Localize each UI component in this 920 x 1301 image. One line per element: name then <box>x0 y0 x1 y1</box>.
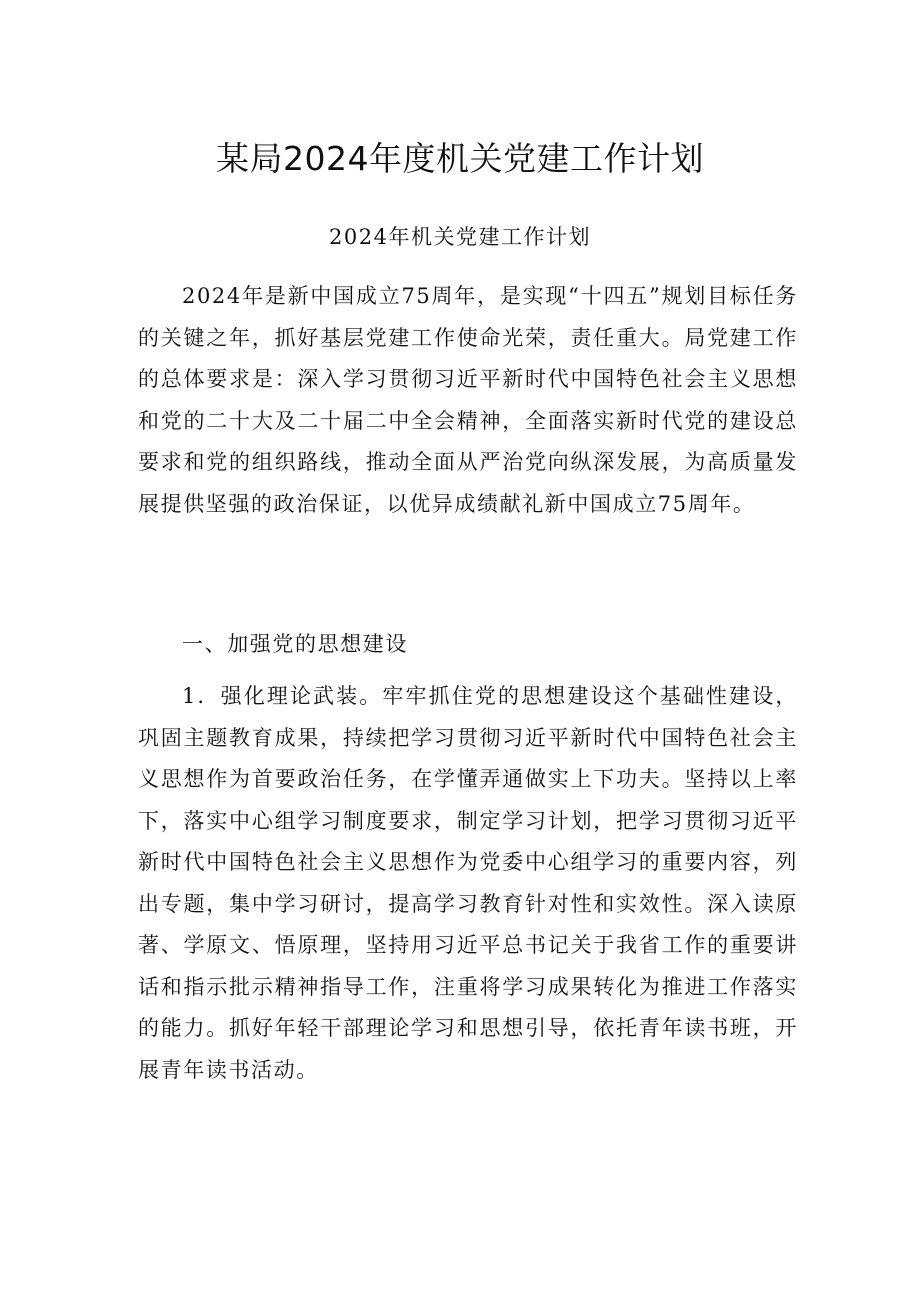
document-subtitle: 2024年机关党建工作计划 <box>329 225 591 249</box>
intro-paragraph: 2024年是新中国成立75周年，是实现“十四五”规划目标任务的关键之年，抓好基层党建工作使命光荣，责任重大。局党建工作的总体要求是：深入学习贯彻习近平新时代中国特色社会主义思想和党的二十大及二十届二中全会精神，全面落实新时代党的建设总要求和党的组织路线，推动全面从严治党向纵深发展，为高质量发展提供坚强的政治保证，以优异成绩献礼新中国成立75周年。 <box>138 284 798 516</box>
section-heading: 一、加强党的思想建设 <box>182 632 408 656</box>
document-title: 某局2024年度机关党建工作计划 <box>216 139 704 178</box>
item-paragraph: 1．强化理论武装。牢牢抓住党的思想建设这个基础性建设，巩固主题教育成果，持续把学习贯彻习近平新时代中国特色社会主义思想作为首要政治任务，在学懂弄通做实上下功夫。坚持以上率下，落实中心组学习制度要求，制定学习计划，把学习贯彻习近平新时代中国特色社会主义思想作为党委中心组学习的重要内容，列出专题，集中学习研讨，提高学习教育针对性和实效性。深入读原著、学原文、悟原理，坚持用习近平总书记关于我省工作的重要讲话和指示批示精神指导工作，注重将学习成果转化为推进工作落实的能力。抓好年轻干部理论学习和思想引导，依托青年读书班，开展青年读书活动。 <box>138 684 798 1082</box>
